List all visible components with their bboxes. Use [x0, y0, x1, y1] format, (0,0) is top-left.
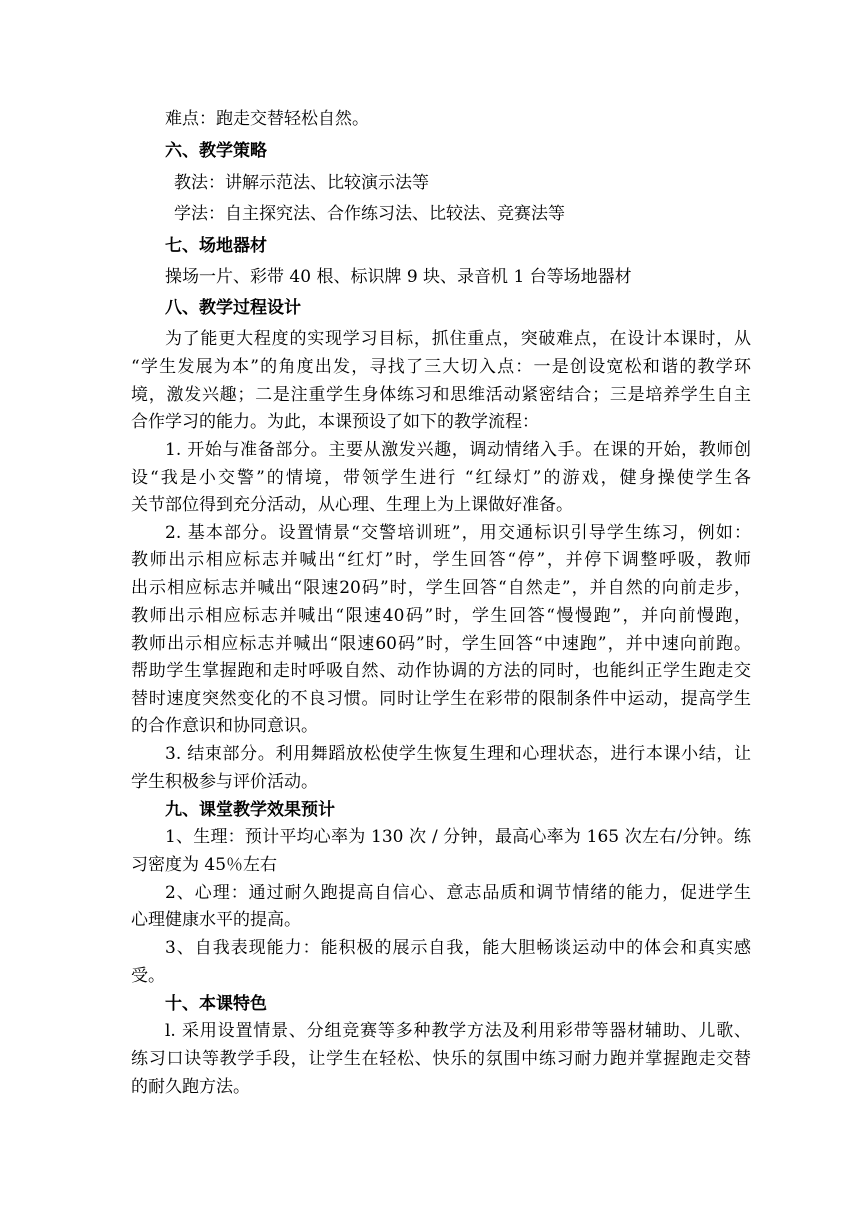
- text-line-learning-method: 学法：自主探究法、合作练习法、比较法、竞赛法等: [174, 204, 565, 224]
- section-heading-process-design: 八、教学过程设计: [165, 298, 301, 318]
- section-heading-expected-effect: 九、课堂教学效果预计: [165, 800, 335, 820]
- paragraph-line: 境，激发兴趣；二是注重学生身体练习和思维活动紧密结合；三是培养学生自主: [131, 385, 751, 405]
- paragraph-line: 心理健康水平的提高。: [131, 910, 301, 930]
- paragraph-line: 设“我是小交警”的情境，带领学生进行 “红绿灯”的游戏，健身操使学生各: [131, 468, 751, 488]
- section-heading-lesson-features: 十、本课特色: [165, 994, 267, 1014]
- paragraph-line: 1. 开始与准备部分。主要从激发兴趣，调动情绪入手。在课的开始，教师创: [165, 440, 751, 460]
- paragraph-line: 出示相应标志并喊出“限速20码”时，学生回答“自然走”，并自然的向前走步，: [131, 578, 751, 598]
- section-heading-venue-equipment: 七、场地器材: [165, 236, 267, 256]
- paragraph-line: l. 采用设置情景、分组竞赛等多种教学方法及利用彩带等器材辅助、儿歌、: [165, 1021, 751, 1041]
- section-heading-teaching-strategy: 六、教学策略: [165, 141, 267, 161]
- paragraph-line: 教师出示相应标志并喊出“红灯”时，学生回答“停”，并停下调整呼吸，教师: [131, 550, 751, 570]
- paragraph-line: 的耐久跑方法。: [131, 1077, 250, 1097]
- paragraph-line: 的合作意识和协同意识。: [131, 716, 318, 736]
- paragraph-line: 帮助学生掌握跑和走时呼吸自然、动作协调的方法的同时，也能纠正学生跑走交: [131, 661, 751, 681]
- paragraph-line: 教师出示相应标志并喊出“限速60码”时，学生回答“中速跑”，并中速向前跑。: [131, 634, 751, 654]
- paragraph-line: 合作学习的能力。为此，本课预设了如下的教学流程：: [131, 412, 539, 432]
- paragraph-line: 2、心理：通过耐久跑提高自信心、意志品质和调节情绪的能力，促进学生: [165, 883, 751, 903]
- paragraph-line: 习密度为 45％左右: [131, 855, 278, 875]
- paragraph-line: 1、生理：预计平均心率为 130 次 / 分钟，最高心率为 165 次左右/分钟。练: [165, 827, 751, 847]
- text-line-teaching-method: 教法：讲解示范法、比较演示法等: [174, 173, 429, 193]
- text-line-difficulty: 难点：跑走交替轻松自然。: [165, 109, 369, 129]
- paragraph-line: 练习口诀等教学手段，让学生在轻松、快乐的氛围中练习耐力跑并掌握跑走交替: [131, 1049, 751, 1069]
- paragraph-line: 受。: [131, 966, 165, 986]
- paragraph-line: 为了能更大程度的实现学习目标，抓住重点，突破难点，在设计本课时，从: [165, 329, 751, 349]
- paragraph-line: 3、自我表现能力：能积极的展示自我，能大胆畅谈运动中的体会和真实感: [165, 938, 751, 958]
- paragraph-line: 3. 结束部分。利用舞蹈放松使学生恢复生理和心理状态，进行本课小结，让: [165, 744, 751, 764]
- paragraph-line: 关节部位得到充分活动，从心理、生理上为上课做好准备。: [131, 495, 573, 515]
- paragraph-line: “学生发展为本”的角度出发，寻找了三大切入点：一是创设宽松和谐的教学环: [131, 357, 751, 377]
- paragraph-line: 学生积极参与评价活动。: [131, 772, 318, 792]
- paragraph-line: 教师出示相应标志并喊出“限速40码”时，学生回答“慢慢跑”，并向前慢跑，: [131, 606, 751, 626]
- text-line-equipment-list: 操场一片、彩带 40 根、标识牌 9 块、录音机 1 台等场地器材: [165, 267, 632, 287]
- paragraph-line: 替时速度突然变化的不良习惯。同时让学生在彩带的限制条件中运动，提高学生: [131, 689, 751, 709]
- paragraph-line: 2. 基本部分。设置情景“交警培训班”，用交通标识引导学生练习，例如：: [165, 523, 751, 543]
